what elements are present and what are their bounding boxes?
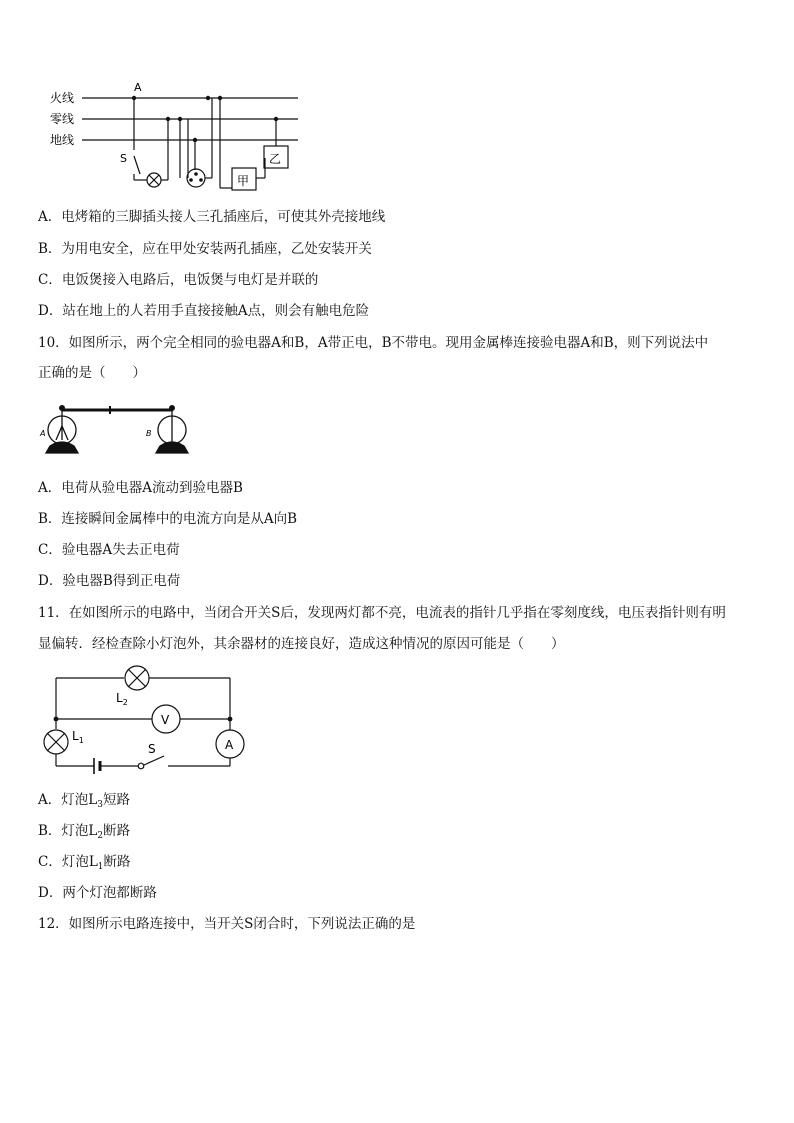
q11-stem-line1: 11．在如图所示的电路中，当闭合开关S后，发现两灯都不亮，电流表的指针几乎指在零刻度线，电压表指针则有明 [38,605,726,621]
q9-option-d[interactable]: D．站在地上的人若用手直接接触A点，则会有触电危险 [38,303,370,319]
electroscope-b-label: B [146,429,152,438]
l1-label: L [72,729,79,743]
switch-s-label: S [148,742,156,756]
household-circuit-diagram [40,78,310,198]
q9-option-b[interactable]: B．为用电安全，应在甲处安装两孔插座，乙处安装开关 [38,241,372,257]
ammeter-label: A [225,738,234,752]
q11-stem-line2: 显偏转．经检查除小灯泡外，其余器材的连接良好，造成这种情况的原因可能是（ ） [38,636,565,652]
q11-option-a[interactable]: A．灯泡$L_3$短路 [38,792,130,810]
q10-stem-line1: 10．如图所示，两个完全相同的验电器A和B，A带正电，B不带电。现用金属棒连接验电器A和B，则下列说法中 [38,335,709,351]
l1-subscript: 1 [78,736,84,745]
q9-option-c[interactable]: C．电饭煲接入电路后，电饭煲与电灯是并联的 [38,272,319,288]
voltmeter-label: V [161,713,170,727]
q10-option-a[interactable]: A．电荷从验电器A流动到验电器B [38,480,243,496]
electroscope-diagram [38,398,198,463]
q10-option-b[interactable]: B．连接瞬间金属棒中的电流方向是从A向B [38,511,298,527]
q10-stem-line2: 正确的是（ ） [38,365,146,381]
q11-option-d[interactable]: D．两个灯泡都断路 [38,885,157,901]
switch-label: S [120,152,127,165]
q11-option-b[interactable]: B．灯泡$L_2$断路 [38,823,131,841]
l2-label: L [116,691,123,705]
q9-option-a[interactable]: A．电烤箱的三脚插头接人三孔插座后，可使其外壳接地线 [38,209,386,225]
series-circuit-diagram [40,662,260,777]
q12-stem: 12．如图所示电路连接中，当开关S闭合时，下列说法正确的是 [38,916,416,932]
svg-text:L2 [116,691,128,707]
svg-text:L1 [72,729,84,745]
point-a-label: A [134,81,142,94]
electroscope-a-label: A [40,429,46,438]
wire-label-live: 火线 [50,91,75,105]
q11-option-c[interactable]: C．灯泡$L_1$断路 [38,854,131,872]
box-yi-label: 乙 [269,152,282,166]
box-jia-label: 甲 [237,174,250,188]
q10-option-d[interactable]: D．验电器B得到正电荷 [38,573,181,589]
l2-subscript: 2 [122,698,128,707]
q10-option-c[interactable]: C．验电器A失去正电荷 [38,542,180,558]
wire-label-neutral: 零线 [50,112,75,126]
wire-label-ground: 地线 [50,133,75,147]
